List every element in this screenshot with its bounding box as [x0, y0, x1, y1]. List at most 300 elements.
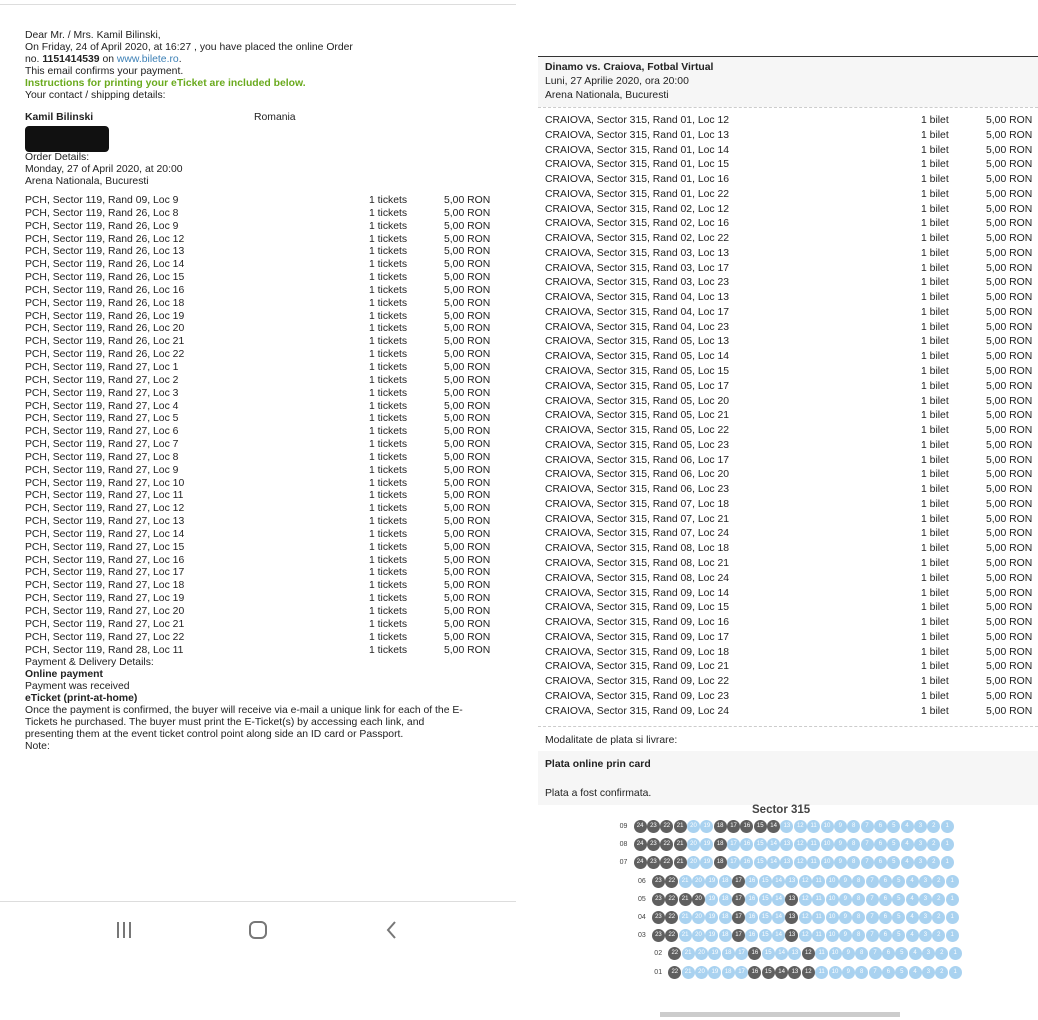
seat-sold: 23 [652, 875, 665, 888]
ticket-row [545, 173, 1038, 188]
seat-available[interactable]: 20 [687, 820, 700, 833]
seat-available[interactable]: 1 [949, 966, 962, 979]
ticket-qty: 1 bilet [921, 395, 949, 407]
seat-available[interactable]: 17 [735, 966, 748, 979]
ticket-qty: 1 bilet [921, 203, 949, 215]
seat-available[interactable]: 9 [842, 966, 855, 979]
seat-sold: 21 [674, 856, 687, 869]
seat-available[interactable]: 20 [692, 911, 705, 924]
ticket-seat: CRAIOVA, Sector 315, Rand 01, Loc 13 [545, 129, 730, 141]
ticket-seat: PCH, Sector 119, Rand 27, Loc 1 [25, 361, 179, 373]
seat-available[interactable]: 18 [719, 893, 732, 906]
ticket-qty: 1 tickets [369, 195, 408, 206]
seat-available[interactable]: 9 [842, 947, 855, 960]
seat-available[interactable]: 16 [745, 929, 758, 942]
seat-available[interactable]: 2 [927, 820, 940, 833]
ticket-row [545, 557, 1038, 572]
seat-available[interactable]: 21 [679, 875, 692, 888]
seat-available[interactable]: 5 [887, 820, 900, 833]
seat-sold: 17 [732, 893, 745, 906]
seat-available[interactable]: 5 [892, 893, 905, 906]
seat-row [538, 947, 1038, 961]
home-icon[interactable] [243, 917, 273, 943]
ticket-price: 5,00 RON [986, 469, 1033, 481]
seat-available[interactable]: 5 [892, 929, 905, 942]
seat-available[interactable]: 14 [767, 856, 780, 869]
seat-available[interactable]: 4 [906, 911, 919, 924]
seat-available[interactable]: 11 [812, 893, 825, 906]
seat-available[interactable]: 1 [941, 820, 954, 833]
seat-available[interactable]: 21 [682, 966, 695, 979]
seat-available[interactable]: 4 [901, 820, 914, 833]
seat-available[interactable]: 6 [874, 820, 887, 833]
back-icon[interactable] [377, 917, 407, 943]
seat-available[interactable]: 9 [839, 929, 852, 942]
ticket-price: 5,00 RON [444, 272, 491, 284]
seat-available[interactable]: 11 [807, 820, 820, 833]
ticket-seat: PCH, Sector 119, Rand 26, Loc 21 [25, 336, 185, 348]
contact-label: Your contact / shipping details: [25, 90, 166, 101]
seat-available[interactable]: 7 [866, 893, 879, 906]
seat-available[interactable]: 18 [722, 947, 735, 960]
seat-available[interactable]: 11 [815, 947, 828, 960]
seat-available[interactable]: 3 [922, 966, 935, 979]
seat-available[interactable]: 3 [919, 893, 932, 906]
ticket-seat: PCH, Sector 119, Rand 27, Loc 14 [25, 528, 185, 540]
seat-available[interactable]: 5 [887, 856, 900, 869]
seat-available[interactable]: 7 [869, 947, 882, 960]
ticket-row [25, 593, 495, 606]
seat-available[interactable]: 20 [695, 966, 708, 979]
seat-available[interactable]: 6 [879, 911, 892, 924]
ticket-seat: PCH, Sector 119, Rand 27, Loc 6 [25, 426, 179, 438]
ticket-qty: 1 tickets [369, 593, 408, 605]
seat-available[interactable]: 13 [785, 875, 798, 888]
ticket-row [545, 631, 1038, 646]
seat-available[interactable]: 8 [852, 893, 865, 906]
seat-available[interactable]: 11 [812, 929, 825, 942]
seat-available[interactable]: 20 [695, 947, 708, 960]
seat-available[interactable]: 15 [754, 856, 767, 869]
ticket-price: 5,00 RON [444, 413, 491, 425]
seat-available[interactable]: 3 [914, 856, 927, 869]
ticket-seat: PCH, Sector 119, Rand 27, Loc 20 [25, 606, 185, 617]
ticket-seat: PCH, Sector 119, Rand 27, Loc 13 [25, 516, 185, 528]
eticket-instructions [25, 705, 485, 741]
ticket-row [545, 247, 1038, 262]
seat-available[interactable]: 8 [855, 966, 868, 979]
recent-apps-icon[interactable] [109, 917, 139, 943]
ticket-seat: CRAIOVA, Sector 315, Rand 01, Loc 12 [545, 115, 730, 126]
ticket-row [25, 606, 495, 619]
seat-sold: 12 [802, 947, 815, 960]
ticket-row [545, 158, 1038, 173]
payment-label: Modalitate de plata si livrare: [545, 735, 678, 746]
seat-available[interactable]: 16 [745, 875, 758, 888]
seat-available[interactable]: 16 [740, 838, 753, 851]
ticket-qty: 1 tickets [369, 541, 408, 553]
ticket-qty: 1 tickets [369, 374, 408, 386]
payment-delivery-label: Payment & Delivery Details: [25, 657, 154, 669]
seat-available[interactable]: 8 [852, 911, 865, 924]
seat-available[interactable]: 10 [821, 820, 834, 833]
seat-available[interactable]: 5 [895, 966, 908, 979]
ticket-qty: 1 bilet [921, 306, 949, 318]
seat-available[interactable]: 13 [780, 856, 793, 869]
seat-available[interactable]: 18 [719, 875, 732, 888]
seat-available[interactable]: 12 [799, 911, 812, 924]
seat-available[interactable]: 7 [866, 911, 879, 924]
seat-available[interactable]: 20 [687, 838, 700, 851]
ticket-price: 5,00 RON [986, 380, 1033, 392]
ticket-seat: CRAIOVA, Sector 315, Rand 07, Loc 24 [545, 528, 730, 540]
seat-available[interactable]: 1 [949, 947, 962, 960]
ticket-price: 5,00 RON [986, 203, 1033, 215]
ticket-qty: 1 tickets [369, 323, 408, 335]
seat-available[interactable]: 14 [772, 929, 785, 942]
seat-available[interactable]: 11 [812, 911, 825, 924]
seat-available[interactable]: 2 [935, 947, 948, 960]
seat-available[interactable]: 2 [927, 856, 940, 869]
seat-available[interactable]: 2 [932, 911, 945, 924]
seat-available[interactable]: 15 [759, 929, 772, 942]
seat-available[interactable]: 10 [829, 947, 842, 960]
seat-available[interactable]: 16 [745, 893, 758, 906]
seat-available[interactable]: 16 [745, 911, 758, 924]
ticket-seat: CRAIOVA, Sector 315, Rand 04, Loc 17 [545, 306, 730, 318]
seat-available[interactable]: 4 [906, 893, 919, 906]
ticket-price: 5,00 RON [986, 572, 1033, 584]
site-link[interactable]: www.bilete.ro [116, 54, 179, 65]
seat-available[interactable]: 15 [754, 838, 767, 851]
ticket-seat: CRAIOVA, Sector 315, Rand 03, Loc 13 [545, 247, 730, 259]
ticket-seat: PCH, Sector 119, Rand 26, Loc 13 [25, 246, 185, 258]
row-label: 04 [637, 914, 646, 921]
ticket-price: 5,00 RON [986, 543, 1033, 555]
seat-available[interactable]: 14 [772, 911, 785, 924]
seat-available[interactable]: 10 [821, 856, 834, 869]
ticket-seat: CRAIOVA, Sector 315, Rand 03, Loc 23 [545, 277, 730, 289]
order-period: . [178, 54, 182, 65]
seat-available[interactable]: 20 [692, 875, 705, 888]
ticket-row [545, 572, 1038, 587]
seat-available[interactable]: 13 [780, 820, 793, 833]
seat-available[interactable]: 21 [679, 911, 692, 924]
ticket-seat: CRAIOVA, Sector 315, Rand 06, Loc 23 [545, 484, 730, 496]
seat-available[interactable]: 12 [794, 856, 807, 869]
customer-row [25, 112, 495, 124]
seat-available[interactable]: 19 [705, 893, 718, 906]
ticket-qty: 1 bilet [921, 218, 949, 230]
ticket-seat: PCH, Sector 119, Rand 26, Loc 19 [25, 310, 185, 322]
seat-available[interactable]: 3 [914, 838, 927, 851]
seat-available[interactable]: 10 [829, 966, 842, 979]
ticket-qty: 1 tickets [369, 490, 408, 502]
seat-available[interactable]: 21 [682, 947, 695, 960]
ticket-qty: 1 bilet [921, 528, 949, 540]
ticket-row [545, 335, 1038, 350]
seat-available[interactable]: 5 [895, 947, 908, 960]
seat-available[interactable]: 20 [687, 856, 700, 869]
seat-map [538, 818, 1038, 988]
seat-available[interactable]: 19 [705, 929, 718, 942]
ticket-qty: 1 tickets [369, 606, 408, 617]
ticket-seat: PCH, Sector 119, Rand 27, Loc 11 [25, 490, 184, 502]
ticket-qty: 1 bilet [921, 144, 949, 156]
ticket-price: 5,00 RON [986, 410, 1033, 422]
ticket-price: 5,00 RON [444, 580, 491, 592]
seat-available[interactable]: 1 [941, 838, 954, 851]
seat-sold: 22 [660, 838, 673, 851]
seat-sold: 18 [714, 856, 727, 869]
ticket-price: 5,00 RON [986, 498, 1033, 510]
seat-available[interactable]: 7 [866, 875, 879, 888]
seat-available[interactable]: 13 [788, 947, 801, 960]
ticket-row [25, 426, 495, 439]
ticket-qty: 1 tickets [369, 477, 408, 489]
seat-available[interactable]: 3 [922, 947, 935, 960]
ticket-qty: 1 tickets [369, 400, 408, 412]
seat-available[interactable]: 6 [879, 893, 892, 906]
seat-available[interactable]: 14 [772, 893, 785, 906]
seat-available[interactable]: 15 [759, 911, 772, 924]
seat-available[interactable]: 1 [946, 875, 959, 888]
seat-available[interactable]: 9 [834, 820, 847, 833]
seat-available[interactable]: 11 [812, 875, 825, 888]
ticket-row [25, 246, 495, 259]
ticket-qty: 1 bilet [921, 469, 949, 481]
ticket-qty: 1 tickets [369, 413, 408, 425]
seat-available[interactable]: 6 [874, 856, 887, 869]
seat-available[interactable]: 8 [847, 856, 860, 869]
seat-available[interactable]: 7 [869, 966, 882, 979]
ticket-row [25, 388, 495, 401]
ticket-row [545, 232, 1038, 247]
ticket-price: 5,00 RON [986, 690, 1033, 702]
seat-available[interactable]: 6 [874, 838, 887, 851]
seat-available[interactable]: 2 [935, 966, 948, 979]
seat-available[interactable]: 8 [847, 838, 860, 851]
ticket-price: 5,00 RON [986, 277, 1033, 289]
seat-available[interactable]: 17 [735, 947, 748, 960]
order-details-label: Order Details: [25, 152, 90, 163]
ticket-seat: CRAIOVA, Sector 315, Rand 02, Loc 16 [545, 218, 730, 230]
seat-available[interactable]: 16 [740, 856, 753, 869]
seat-available[interactable]: 4 [909, 966, 922, 979]
ticket-price: 5,00 RON [444, 618, 491, 630]
seat-available[interactable]: 9 [839, 893, 852, 906]
seat-available[interactable]: 6 [882, 947, 895, 960]
ticket-qty: 1 tickets [369, 516, 408, 528]
seat-available[interactable]: 9 [839, 875, 852, 888]
ticket-seat: CRAIOVA, Sector 315, Rand 07, Loc 18 [545, 498, 730, 510]
seat-available[interactable]: 19 [705, 911, 718, 924]
seat-row [538, 838, 1038, 852]
horizontal-scrollbar[interactable] [660, 1012, 900, 1017]
seat-available[interactable]: 8 [852, 929, 865, 942]
seat-available[interactable]: 19 [700, 820, 713, 833]
seat-available[interactable]: 19 [708, 966, 721, 979]
seat-available[interactable]: 13 [780, 838, 793, 851]
ticket-seat: CRAIOVA, Sector 315, Rand 05, Loc 21 [545, 410, 730, 422]
seat-available[interactable]: 19 [705, 875, 718, 888]
seat-available[interactable]: 21 [679, 929, 692, 942]
seat-available[interactable]: 11 [807, 838, 820, 851]
seat-available[interactable]: 10 [821, 838, 834, 851]
ticket-row [25, 375, 495, 388]
ticket-row [25, 413, 495, 426]
seat-available[interactable]: 4 [909, 947, 922, 960]
ticket-row [25, 195, 495, 208]
seat-available[interactable]: 6 [879, 929, 892, 942]
ticket-qty: 1 bilet [921, 646, 949, 658]
seat-available[interactable]: 3 [919, 911, 932, 924]
seat-available[interactable]: 8 [852, 875, 865, 888]
seat-available[interactable]: 14 [772, 875, 785, 888]
ticket-qty: 1 bilet [921, 705, 949, 717]
seat-available[interactable]: 9 [834, 838, 847, 851]
divider [538, 726, 1038, 727]
ticket-row [25, 362, 495, 375]
seat-available[interactable]: 6 [882, 966, 895, 979]
seat-available[interactable]: 1 [946, 893, 959, 906]
ticket-price: 5,00 RON [444, 593, 491, 605]
ticket-row [545, 203, 1038, 218]
seat-available[interactable]: 12 [799, 875, 812, 888]
ticket-qty: 1 bilet [921, 498, 949, 510]
seat-available[interactable]: 10 [826, 929, 839, 942]
ticket-qty: 1 bilet [921, 188, 949, 200]
seat-available[interactable]: 1 [941, 856, 954, 869]
confirm-text: This email confirms your payment. [25, 66, 184, 77]
seat-available[interactable]: 18 [719, 911, 732, 924]
seat-available[interactable]: 6 [879, 875, 892, 888]
seat-available[interactable]: 3 [914, 820, 927, 833]
seat-available[interactable]: 17 [727, 856, 740, 869]
ticket-price: 5,00 RON [444, 606, 491, 617]
seat-available[interactable]: 10 [826, 893, 839, 906]
ticket-qty: 1 bilet [921, 676, 949, 688]
seat-available[interactable]: 15 [759, 875, 772, 888]
ticket-seat: PCH, Sector 119, Rand 26, Loc 16 [25, 284, 185, 296]
seat-available[interactable]: 2 [932, 875, 945, 888]
ticket-seat: CRAIOVA, Sector 315, Rand 02, Loc 12 [545, 203, 730, 215]
seat-available[interactable]: 7 [866, 929, 879, 942]
seat-available[interactable]: 4 [906, 875, 919, 888]
ticket-row [25, 516, 495, 529]
seat-row [538, 893, 1038, 907]
seat-available[interactable]: 15 [762, 947, 775, 960]
ticket-price: 5,00 RON [986, 557, 1033, 569]
seat-available[interactable]: 2 [927, 838, 940, 851]
seat-available[interactable]: 5 [887, 838, 900, 851]
seat-available[interactable]: 20 [692, 929, 705, 942]
ticket-row [545, 527, 1038, 542]
seat-sold: 23 [652, 893, 665, 906]
seat-available[interactable]: 17 [727, 838, 740, 851]
seat-available[interactable]: 7 [861, 856, 874, 869]
seat-available[interactable]: 8 [847, 820, 860, 833]
ticket-price: 5,00 RON [986, 484, 1033, 496]
seat-available[interactable]: 19 [700, 856, 713, 869]
ticket-qty: 1 bilet [921, 336, 949, 348]
seat-available[interactable]: 2 [932, 929, 945, 942]
ticket-qty: 1 tickets [369, 426, 408, 438]
seat-available[interactable]: 4 [901, 856, 914, 869]
seat-available[interactable]: 1 [946, 911, 959, 924]
ticket-price: 5,00 RON [444, 554, 491, 566]
seat-available[interactable]: 9 [839, 911, 852, 924]
ticket-price: 5,00 RON [444, 195, 491, 206]
seat-available[interactable]: 3 [919, 875, 932, 888]
seat-available[interactable]: 15 [759, 893, 772, 906]
ticket-qty: 1 tickets [369, 451, 408, 463]
order-sentence [25, 42, 495, 66]
ticket-seat: PCH, Sector 119, Rand 26, Loc 15 [25, 272, 185, 284]
seat-row [538, 911, 1038, 925]
ticket-seat: CRAIOVA, Sector 315, Rand 09, Loc 24 [545, 705, 730, 717]
ticket-row [545, 321, 1038, 336]
seat-available[interactable]: 18 [719, 929, 732, 942]
seat-sold: 16 [740, 820, 753, 833]
ticket-row [545, 129, 1038, 144]
seat-available[interactable]: 7 [861, 820, 874, 833]
payment-method: Plata online prin card [545, 759, 651, 770]
ticket-row [545, 409, 1038, 424]
seat-available[interactable]: 3 [919, 929, 932, 942]
seat-available[interactable]: 2 [932, 893, 945, 906]
seat-sold: 21 [674, 820, 687, 833]
seat-available[interactable]: 19 [700, 838, 713, 851]
seat-available[interactable]: 4 [901, 838, 914, 851]
seat-available[interactable]: 10 [826, 911, 839, 924]
ticket-seat: PCH, Sector 119, Rand 27, Loc 15 [25, 541, 185, 553]
seat-available[interactable]: 12 [794, 820, 807, 833]
seat-available[interactable]: 8 [855, 947, 868, 960]
divider [0, 901, 516, 902]
ticket-row [25, 221, 495, 234]
seat-available[interactable]: 11 [815, 966, 828, 979]
seat-sold: 23 [652, 929, 665, 942]
ticket-seat: PCH, Sector 119, Rand 27, Loc 19 [25, 593, 185, 605]
seat-available[interactable]: 12 [799, 929, 812, 942]
seat-available[interactable]: 14 [775, 947, 788, 960]
ticket-qty: 1 bilet [921, 321, 949, 333]
seat-available[interactable]: 12 [799, 893, 812, 906]
ticket-price: 5,00 RON [444, 439, 491, 451]
seat-available[interactable]: 5 [892, 875, 905, 888]
ticket-price: 5,00 RON [986, 425, 1033, 437]
seat-available[interactable]: 19 [708, 947, 721, 960]
ticket-price: 5,00 RON [444, 503, 491, 515]
seat-available[interactable]: 18 [722, 966, 735, 979]
ticket-row [25, 555, 495, 568]
seat-available[interactable]: 9 [834, 856, 847, 869]
seat-available[interactable]: 5 [892, 911, 905, 924]
seat-sold: 22 [665, 893, 678, 906]
seat-available[interactable]: 7 [861, 838, 874, 851]
seat-available[interactable]: 10 [826, 875, 839, 888]
redacted-block [25, 126, 109, 152]
ticket-seat: CRAIOVA, Sector 315, Rand 01, Loc 22 [545, 188, 730, 200]
seat-sold: 24 [634, 820, 647, 833]
seat-available[interactable]: 4 [906, 929, 919, 942]
seat-available[interactable]: 1 [946, 929, 959, 942]
ticket-row [545, 690, 1038, 705]
seat-available[interactable]: 14 [767, 838, 780, 851]
seat-available[interactable]: 11 [807, 856, 820, 869]
seat-available[interactable]: 12 [794, 838, 807, 851]
